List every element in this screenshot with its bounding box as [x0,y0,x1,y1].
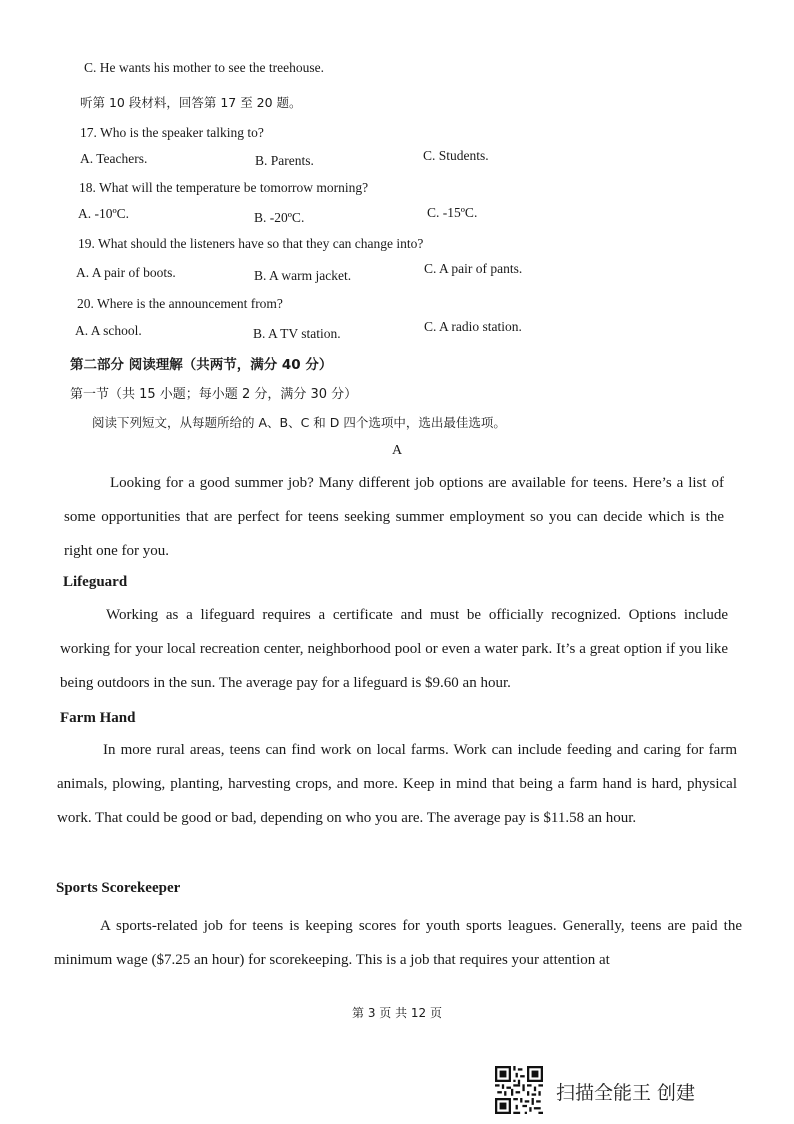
lifeguard-text: Working as a lifeguard requires a certificate and must be officially recognized. Options include working for your local recreation center, neighborhood pool or even a water park. It’s a great option if you like being outdoors in the sun. The average pay for a lifeguard is $9.60 an hour. [60,607,728,691]
option-20b: B. A TV station. [253,326,341,341]
listening-instruction: 听第 10 段材料，回答第 17 至 20 题。 [80,95,302,110]
question-18: 18. What will the temperature be tomorrow morning? [79,180,369,195]
scorekeeper-text: A sports-related job for teens is keeping scores for youth sports leagues. Generally, teens are paid the minimum wage ($7.25 an hour) for scorekeeping. This is a job that requires your attention at [54,918,742,968]
option-18c: C. -15ºC. [427,205,478,220]
option-20a: A. A school. [75,323,142,338]
option-18a: A. -10ºC. [78,206,130,221]
option-19c: C. A pair of pants. [424,261,523,276]
passage-letter: A [391,443,403,458]
option-16c: C. He wants his mother to see the treehouse. [84,60,324,75]
page-number: 第 3 页 共 12 页 [352,1006,442,1020]
section-one-title: 第一节（共 15 小题；每小题 2 分，满分 30 分） [70,387,358,402]
option-20c: C. A radio station. [424,319,522,334]
option-19a: A. A pair of boots. [76,265,176,280]
job-title-sports-scorekeeper: Sports Scorekeeper [56,880,181,896]
reading-instruction: 阅读下列短文，从每题所给的 A、B、C 和 D 四个选项中，选出最佳选项。 [92,415,506,430]
option-17a: A. Teachers. [80,151,148,166]
option-17c: C. Students. [423,148,489,163]
job-section-sports-scorekeeper [54,909,742,977]
option-19b: B. A warm jacket. [254,268,352,283]
part-two-title: 第二部分 阅读理解（共两节，满分 40 分） [70,357,333,373]
scanner-watermark: 扫描全能王 创建 [556,1082,696,1104]
farm-hand-text: In more rural areas, teens can find work on local farms. Work can include feeding and caring for farm animals, plowing, planting, harvesting crops, and more. Keep in mind that being a farm hand is hard, physical work. That could be good or bad, depending on who you are. The average pay is $11.58 an hour. [57,742,737,826]
job-title-farm-hand: Farm Hand [60,710,136,726]
option-18b: B. -20ºC. [254,210,305,225]
job-section-farm-hand [57,733,737,835]
job-section-lifeguard [60,598,728,700]
passage-intro [64,466,724,568]
job-title-lifeguard: Lifeguard [63,574,128,590]
question-20: 20. Where is the announcement from? [77,296,283,311]
question-19: 19. What should the listeners have so that they can change into? [78,236,424,251]
question-17: 17. Who is the speaker talking to? [80,125,264,140]
intro-text: Looking for a good summer job? Many different job options are available for teens. Here’s a list of some opportunities that are perfect for teens seeking summer employment so you can decide which is the right one for you. [64,475,724,559]
option-17b: B. Parents. [255,153,314,168]
qr-code-icon [495,1066,543,1114]
